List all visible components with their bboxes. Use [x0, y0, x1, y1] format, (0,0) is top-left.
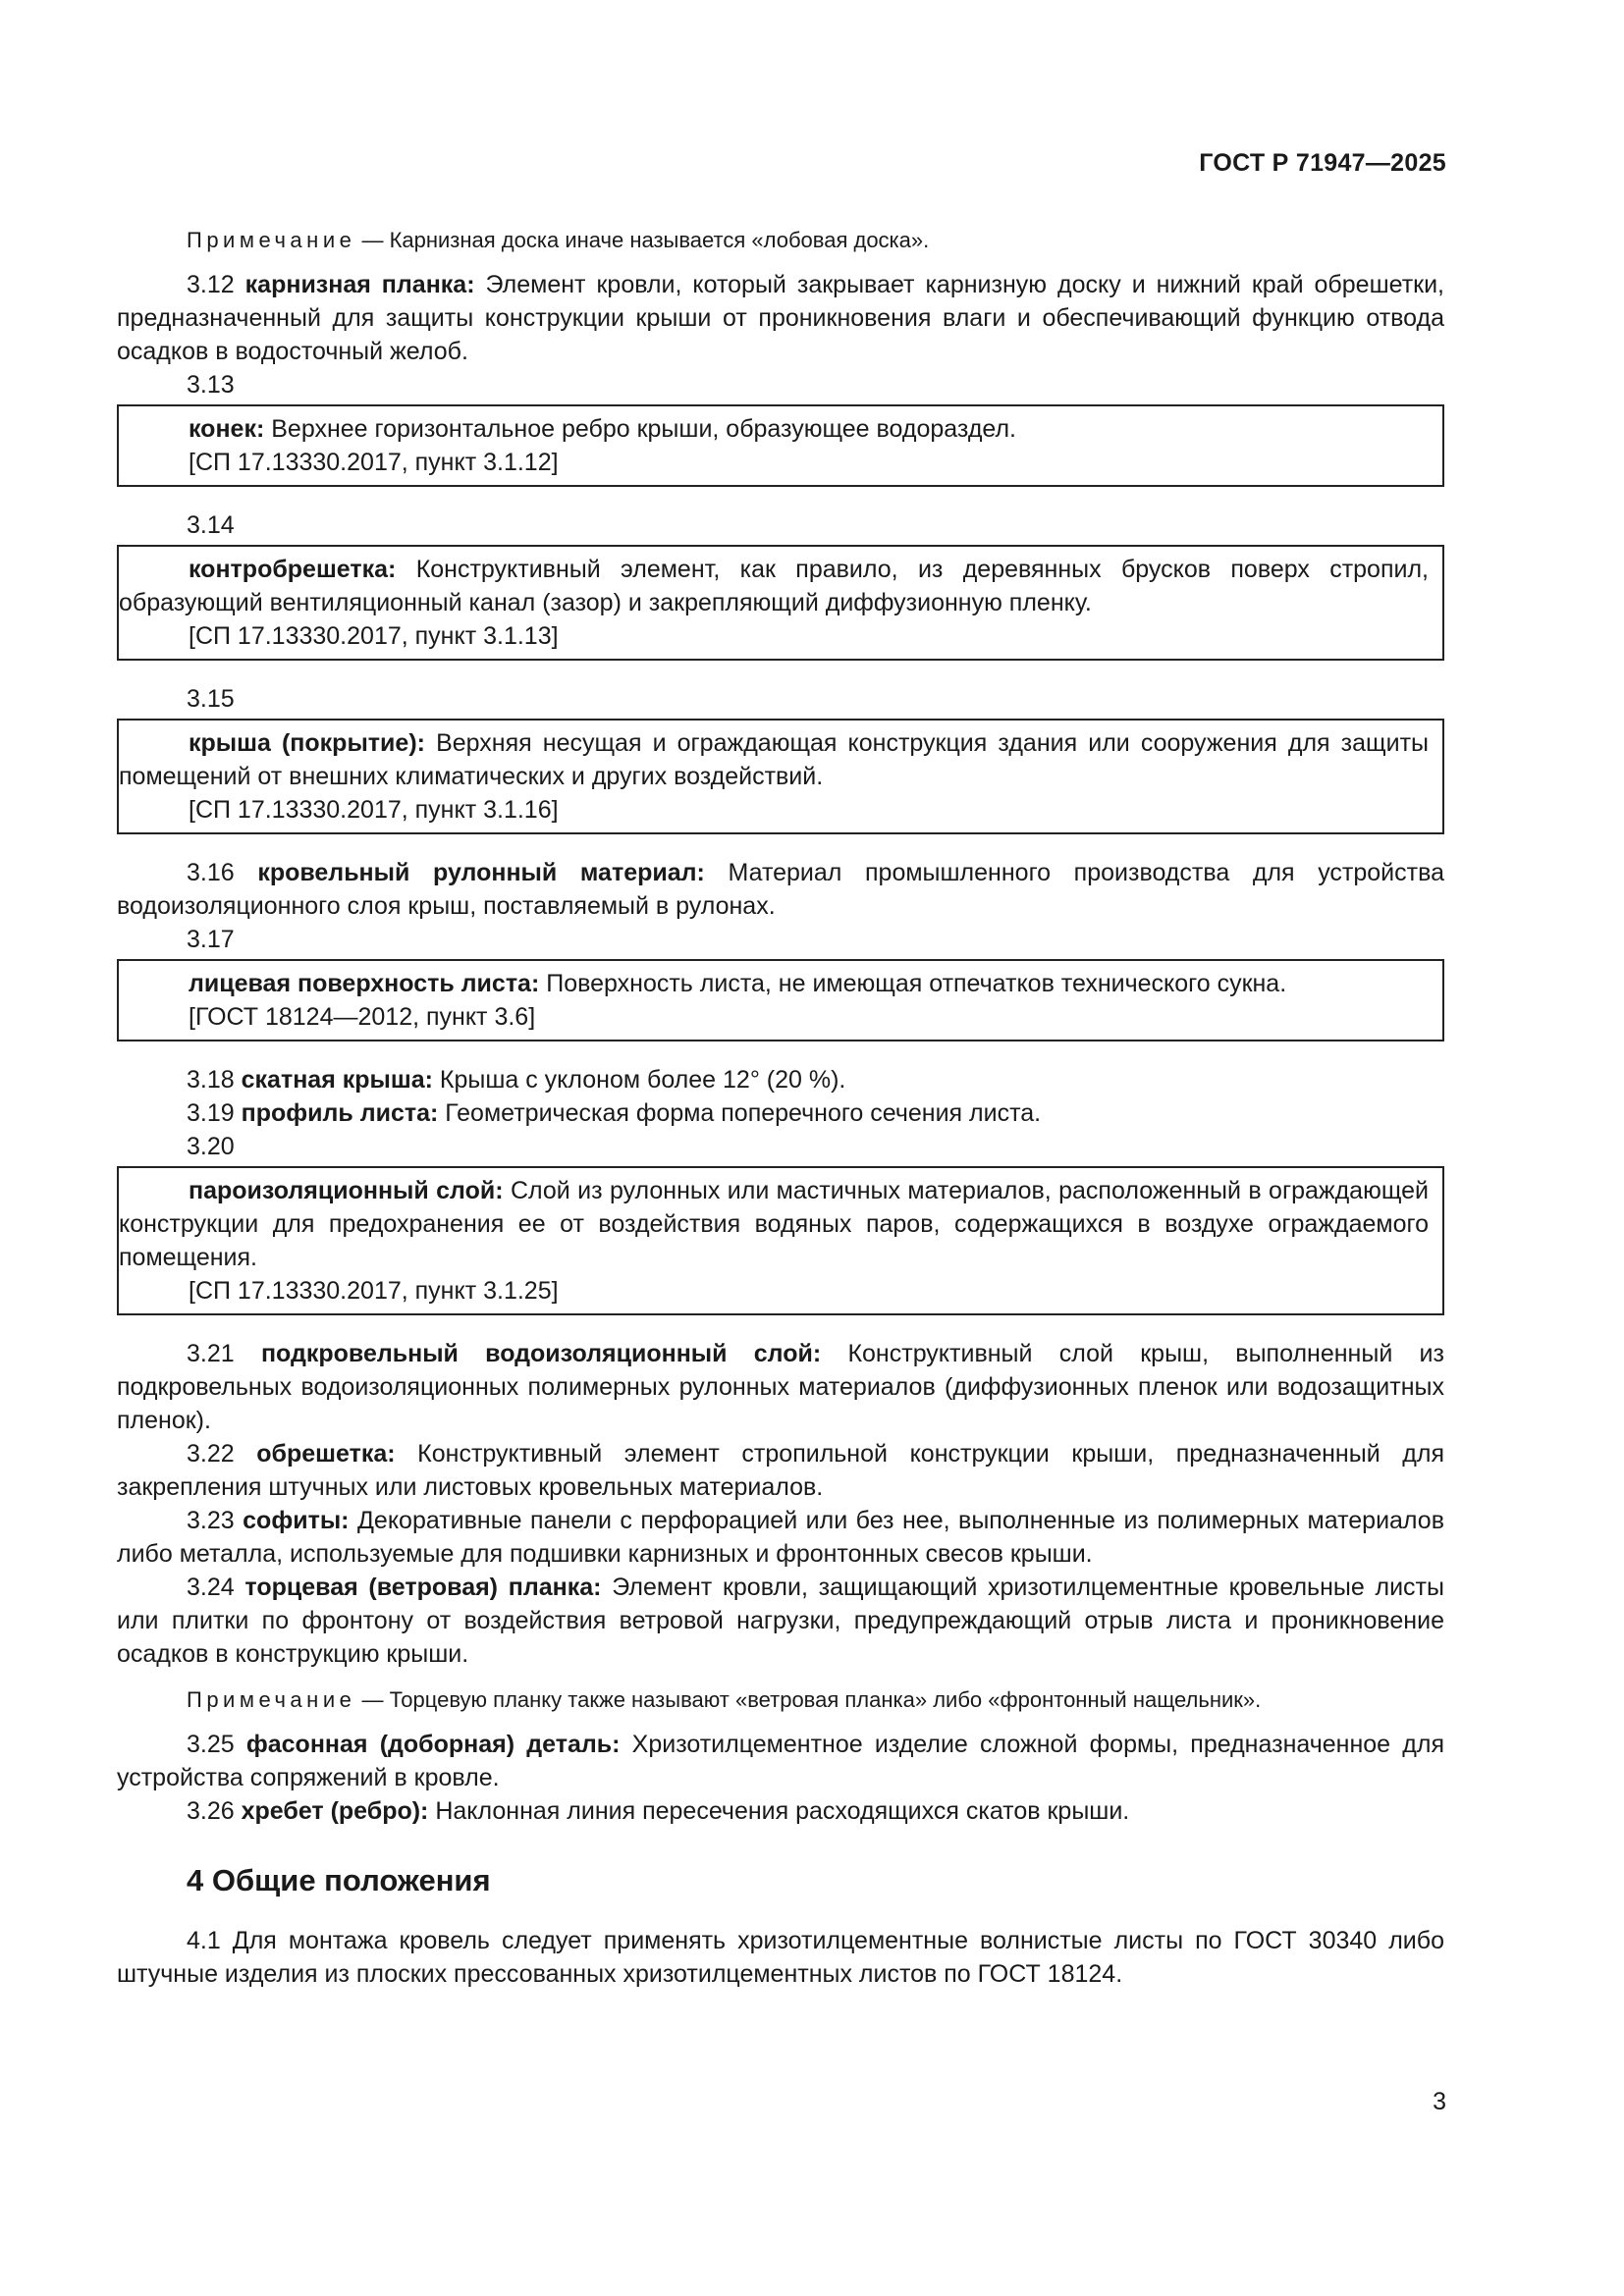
term-source: [СП 17.13330.2017, пункт 3.1.13]	[189, 622, 559, 650]
term-number: 3.18	[187, 1066, 235, 1094]
term-3-19	[117, 1096, 1444, 1130]
term-3-18	[117, 1063, 1444, 1096]
term-name: софиты:	[243, 1507, 350, 1534]
term-source: [СП 17.13330.2017, пункт 3.1.16]	[189, 796, 559, 824]
term-source: [СП 17.13330.2017, пункт 3.1.25]	[189, 1277, 559, 1305]
term-box-3-17	[117, 959, 1444, 1041]
section-heading: 4 Общие положения	[187, 1863, 491, 1897]
note-text: — Торцевую планку также называют «ветровая планка» либо «фронтонный нащельник».	[355, 1687, 1262, 1712]
term-source: [СП 17.13330.2017, пункт 3.1.12]	[189, 449, 559, 476]
term-definition: Слой из рулонных или мастичных материалов, расположенный в ограждающей конструкции для предохранения ее от воздействия водяных паров, содержащихся в воздухе ограждаемого помещения.	[119, 1177, 1429, 1271]
term-name: скатная крыша:	[241, 1066, 433, 1094]
term-definition: Конструктивный элемент стропильной конструкции крыши, предназначенный для закрепления штучных или листовых кровельных материалов.	[117, 1440, 1444, 1501]
term-3-26	[117, 1794, 1444, 1828]
term-definition: Наклонная линия пересечения расходящихся скатов крыши.	[428, 1797, 1130, 1825]
note	[117, 225, 1444, 256]
term-box-3-15	[117, 719, 1444, 834]
term-number: 3.20	[187, 1133, 235, 1160]
term-name: фасонная (доборная) деталь:	[245, 1731, 621, 1758]
note	[117, 1684, 1444, 1716]
term-number: 3.21	[187, 1340, 235, 1367]
term-box-3-13	[117, 404, 1444, 487]
term-name: торцевая (ветровая) планка:	[244, 1574, 602, 1601]
term-definition: Хризотилцементное изделие сложной формы, предназначенное для устройства сопряжений в кровле.	[117, 1731, 1444, 1791]
term-number: 3.16	[187, 859, 235, 886]
term-definition: Элемент кровли, защищающий хризотилцементные кровельные листы или плитки по фронтону от воздействия ветровой нагрузки, предупреждающий отрыв листа и проникновение осадков в конструкцию крыши.	[117, 1574, 1444, 1668]
term-box-3-14	[117, 545, 1444, 661]
term-name: карнизная планка:	[244, 271, 475, 298]
term-name: хребет (ребро):	[241, 1797, 429, 1825]
document-id: ГОСТ Р 71947—2025	[1199, 149, 1446, 177]
note-label: Примечание	[187, 228, 356, 252]
term-number: 3.17	[187, 926, 235, 953]
term-definition: Верхняя несущая и ограждающая конструкция здания или сооружения для защиты помещений от внешних климатических и других воздействий.	[119, 729, 1429, 790]
term-3-23	[117, 1504, 1444, 1571]
page-content	[117, 221, 1444, 1991]
term-3-25	[117, 1728, 1444, 1794]
term-definition: Конструктивный слой крыш, выполненный из подкровельных водоизоляционных полимерных рулонных материалов (диффузионных пленок или водозащитных пленок).	[117, 1340, 1444, 1434]
note-text: — Карнизная доска иначе называется «лобовая доска».	[355, 228, 930, 252]
term-definition: Декоративные панели с перфорацией или без нее, выполненные из полимерных материалов либо металла, используемые для подшивки карнизных и фронтонных свесов крыши.	[117, 1507, 1444, 1568]
term-name: обрешетка:	[256, 1440, 396, 1468]
term-3-12	[117, 268, 1444, 368]
term-number: 3.12	[187, 271, 235, 298]
term-number: 3.23	[187, 1507, 235, 1534]
term-definition: Крыша с уклоном более 12° (20 %).	[432, 1066, 846, 1094]
term-name: лицевая поверхность листа:	[189, 970, 540, 997]
term-source: [ГОСТ 18124—2012, пункт 3.6]	[189, 1003, 536, 1031]
term-box-3-20	[117, 1166, 1444, 1315]
term-3-22	[117, 1437, 1444, 1504]
term-definition: Материал промышленного производства для устройства водоизоляционного слоя крыш, поставляемый в рулонах.	[117, 859, 1444, 920]
term-definition: Поверхность листа, не имеющая отпечатков технического сукна.	[539, 970, 1287, 997]
term-number: 3.22	[187, 1440, 235, 1468]
term-number: 3.25	[187, 1731, 235, 1758]
term-name: контробрешетка:	[189, 556, 397, 583]
term-name: подкровельный водоизоляционный слой:	[260, 1340, 822, 1367]
term-number: 3.24	[187, 1574, 235, 1601]
paragraph-4-1: 4.1 Для монтажа кровель следует применять хризотилцементные волнистые листы по ГОСТ 30340 либо штучные изделия из плоских прессованных хризотилцементных листов по ГОСТ 18124.	[117, 1927, 1444, 1988]
term-definition: Элемент кровли, который закрывает карнизную доску и нижний край обрешетки, предназначенный для защиты конструкции крыши от проникновения влаги и обеспечивающий функцию отвода осадков в водосточный желоб.	[117, 271, 1444, 365]
term-number: 3.13	[187, 371, 235, 399]
term-definition: Конструктивный элемент, как правило, из деревянных брусков поверх стропил, образующий вентиляционный канал (зазор) и закрепляющий диффузионную пленку.	[119, 556, 1429, 616]
term-number: 3.19	[187, 1099, 235, 1127]
term-name: пароизоляционный слой:	[189, 1177, 504, 1204]
term-name: кровельный рулонный материал:	[257, 859, 705, 886]
term-3-21	[117, 1337, 1444, 1437]
term-number: 3.15	[187, 685, 235, 713]
note-label: Примечание	[187, 1687, 356, 1712]
term-name: крыша (покрытие):	[189, 729, 425, 757]
term-3-24	[117, 1571, 1444, 1671]
term-definition: Геометрическая форма поперечного сечения листа.	[438, 1099, 1042, 1127]
term-number: 3.14	[187, 511, 235, 539]
term-name: профиль листа:	[241, 1099, 439, 1127]
term-3-16	[117, 856, 1444, 923]
term-number: 3.26	[187, 1797, 235, 1825]
term-name: конек:	[189, 415, 265, 443]
page-number: 3	[1433, 2088, 1446, 2115]
term-definition: Верхнее горизонтальное ребро крыши, образующее водораздел.	[264, 415, 1017, 443]
